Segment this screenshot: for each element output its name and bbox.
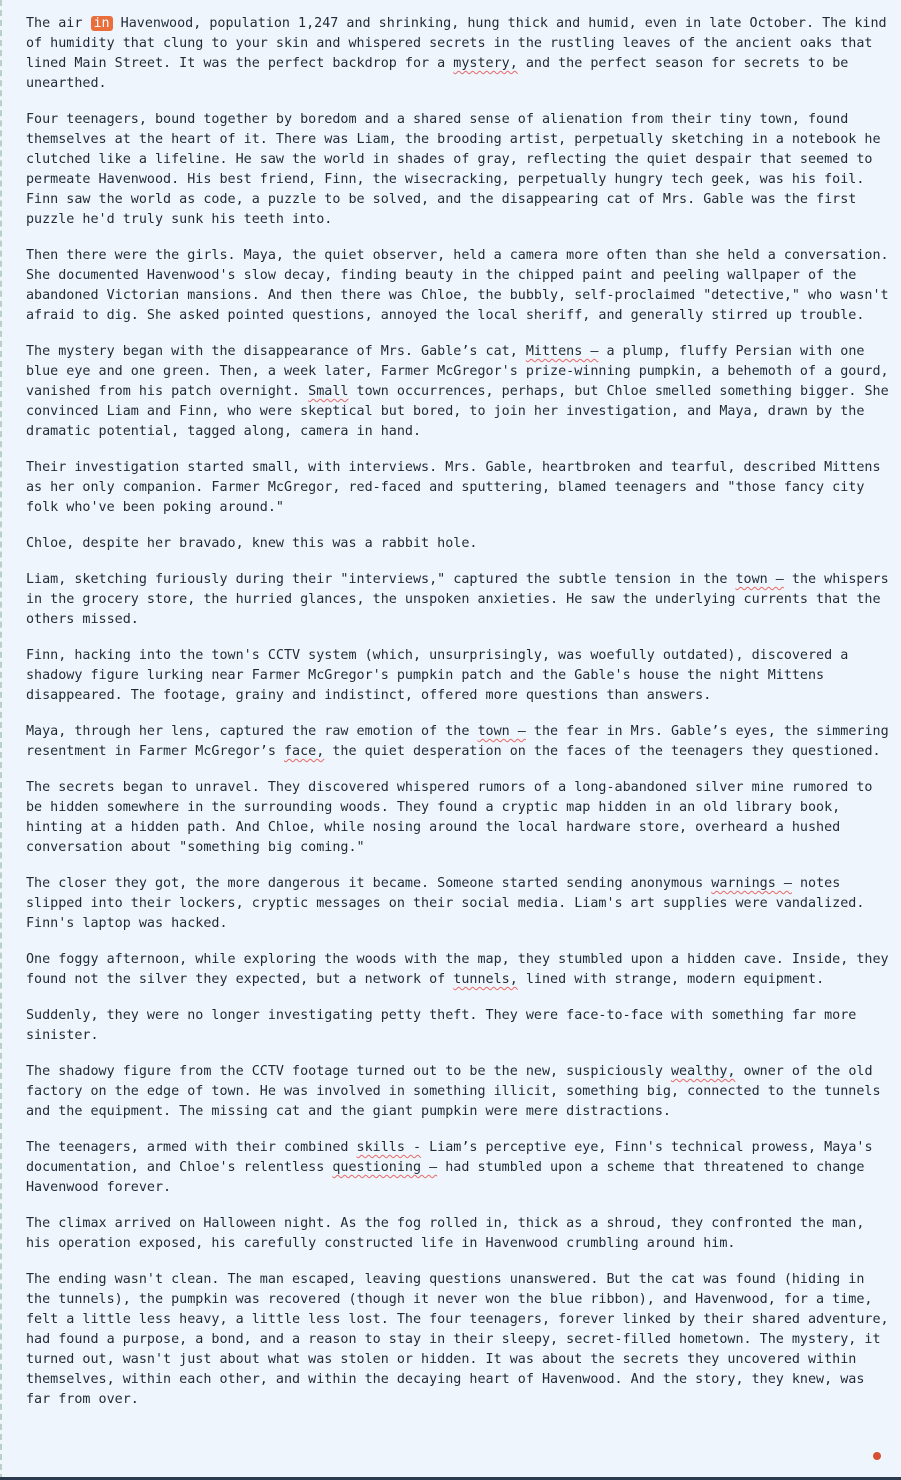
story-paragraph <box>26 458 892 518</box>
text-run: had stumbled upon a scheme that threatened to change Havenwood forever. <box>26 1160 865 1195</box>
text-editor[interactable] <box>26 14 892 1426</box>
grammar-underline[interactable]: skills - <box>356 1140 422 1155</box>
text-run: notes slipped into their lockers, cryptic messages on their social media. Liam's art supplies were vandalized. Finn's laptop was hacked. <box>26 876 865 931</box>
grammar-underline[interactable]: wealthy, <box>670 1064 736 1079</box>
grammar-underline[interactable]: Mittens — <box>525 344 599 359</box>
text-run: Chloe, despite her bravado, knew this was a rabbit hole. <box>26 536 478 551</box>
text-run: The secrets began to unravel. They discovered whispered rumors of a long-abandoned silver mine rumored to be hidden somewhere in the surrounding woods. They found a cryptic map hidden in an old library book, hinting at a hidden path. And Chloe, while nosing around the local hardware store, overheard a hushed conversation about "something big coming." <box>26 780 873 855</box>
text-run: The climax arrived on Halloween night. As the fog rolled in, thick as a shroud, they confronted the man, his operation exposed, his carefully constructed life in Havenwood crumbling around him. <box>26 1216 865 1251</box>
story-paragraph <box>26 14 892 94</box>
story-paragraph <box>26 646 892 706</box>
text-run: Then there were the girls. Maya, the quiet observer, held a camera more often than she held a conversation. She documented Havenwood's slow decay, finding beauty in the chipped paint and peeling wallpaper of the abandoned Victorian mansions. And then there was Chloe, the bubbly, self-proclaimed "detective," who wasn't afraid to dig. She asked pointed questions, annoyed the local sheriff, and generally stirred up trouble. <box>26 248 889 323</box>
story-paragraph <box>26 570 892 630</box>
text-run: One foggy afternoon, while exploring the woods with the map, they stumbled upon a hidden cave. Inside, they found not the silver they expected, but a network of <box>26 952 889 987</box>
text-run: Liam, sketching furiously during their "interviews," captured the subtle tension in the <box>26 572 736 587</box>
story-paragraph <box>26 950 892 990</box>
text-run: The teenagers, armed with their combined <box>26 1140 357 1155</box>
story-paragraph <box>26 1138 892 1198</box>
text-run: the quiet desperation on the faces of the teenagers they questioned. <box>324 744 881 759</box>
text-run: Their investigation started small, with interviews. Mrs. Gable, heartbroken and tearful, described Mittens as her only companion. Farmer McGregor, red-faced and sputtering, blamed teenagers and "those fancy city folk who've been poking around." <box>26 460 881 515</box>
text-run: the whispers in the grocery store, the hurried glances, the unspoken anxieties. He saw the underlying currents that the others missed. <box>26 572 889 627</box>
selected-word-highlight[interactable]: in <box>91 16 113 31</box>
story-paragraph <box>26 874 892 934</box>
text-run: The ending wasn't clean. The man escaped, leaving questions unanswered. But the cat was found (hiding in the tunnels), the pumpkin was recovered (though it never won the blue ribbon), and Havenwood, for a time, felt a little less heavy, a little less lost. The four teenagers, forever linked by their shared adventure, had found a purpose, a bond, and a reason to stay in their sleepy, secret-filled hometown. The mystery, it turned out, wasn't just about what was stolen or hidden. It was about the secrets they uncovered within themselves, within each other, and within the decaying heart of Havenwood. And the story, they knew, was far from over. <box>26 1272 889 1407</box>
text-run: Four teenagers, bound together by boredom and a shared sense of alienation from their tiny town, found themselves at the heart of it. There was Liam, the brooding artist, perpetually sketching in a notebook he clutched like a lifeline. He saw the world in shades of gray, reflecting the quiet despair that seemed to permeate Havenwood. His best friend, Finn, the wisecracking, perpetually hungry tech geek, was his foil. Finn saw the world as code, a puzzle to be solved, and the disappearing cat of Mrs. Gable was the first puzzle he'd truly sunk his teeth into. <box>26 112 881 227</box>
grammar-underline[interactable]: Small <box>308 384 349 399</box>
text-run: owner of the old factory on the edge of town. He was involved in something illicit, something big, connected to the tunnels and the equipment. The missing cat and the giant pumpkin were mere distractions. <box>26 1064 881 1119</box>
story-paragraph <box>26 1062 892 1122</box>
left-gutter-border <box>0 0 2 1480</box>
story-paragraph <box>26 110 892 230</box>
text-run: The air <box>26 16 91 31</box>
story-paragraph <box>26 1214 892 1254</box>
story-paragraph <box>26 1006 892 1046</box>
text-run: town occurrences, perhaps, but Chloe smelled something bigger. She convinced Liam and Finn, who were skeptical but bored, to join her investigation, and Maya, drawn by the dramatic potential, tagged along, camera in hand. <box>26 384 889 439</box>
story-paragraph <box>26 246 892 326</box>
text-run: and the perfect season for secrets to be unearthed. <box>26 56 849 91</box>
grammar-underline[interactable]: tunnels, <box>453 972 518 987</box>
text-run: the fear in Mrs. Gable’s eyes, the simmering resentment in Farmer McGregor’s <box>26 724 889 759</box>
grammar-underline[interactable]: warnings — <box>711 876 792 891</box>
text-run: The closer they got, the more dangerous it became. Someone started sending anonymous <box>26 876 712 891</box>
story-paragraph <box>26 722 892 762</box>
grammar-underline[interactable]: face, <box>283 744 325 759</box>
text-run: Finn, hacking into the town's CCTV system (which, unsurprisingly, was woefully outdated), discovered a shadowy figure lurking near Farmer McGregor's pumpkin patch and the Gable's house the night Mittens disappeared. The footage, grainy and indistinct, offered more questions than answers. <box>26 648 849 703</box>
story-paragraph <box>26 342 892 442</box>
text-run: lined with strange, modern equipment. <box>517 972 825 987</box>
text-run: Liam’s perceptive eye, Finn's technical prowess, Maya's documentation, and Chloe's relentless <box>26 1140 873 1175</box>
text-run: The mystery began with the disappearance of Mrs. Gable’s cat, <box>26 344 526 359</box>
status-dot-icon <box>873 1452 881 1460</box>
text-run: Suddenly, they were no longer investigating petty theft. They were face-to-face with something far more sinister. <box>26 1008 857 1043</box>
text-run: a plump, fluffy Persian with one blue eye and one green. Then, a week later, Farmer McGregor's prize-winning pumpkin, a behemoth of a gourd, vanished from his patch overnight. <box>26 344 889 399</box>
text-run: Maya, through her lens, captured the raw emotion of the <box>26 724 478 739</box>
text-run: The shadowy figure from the CCTV footage turned out to be the new, suspiciously <box>26 1064 671 1079</box>
story-paragraph <box>26 1270 892 1410</box>
grammar-underline[interactable]: town — <box>735 572 784 587</box>
grammar-underline[interactable]: questioning — <box>332 1160 438 1175</box>
story-paragraph <box>26 534 892 554</box>
grammar-underline[interactable]: mystery, <box>453 56 518 71</box>
text-run: Havenwood, population 1,247 and shrinking, hung thick and humid, even in late October. The kind of humidity that clung to your skin and whispered secrets in the rustling leaves of the ancient oaks that lined Main Street. It was the perfect backdrop for a <box>26 16 887 71</box>
story-paragraph <box>26 778 892 858</box>
grammar-underline[interactable]: town — <box>477 724 526 739</box>
